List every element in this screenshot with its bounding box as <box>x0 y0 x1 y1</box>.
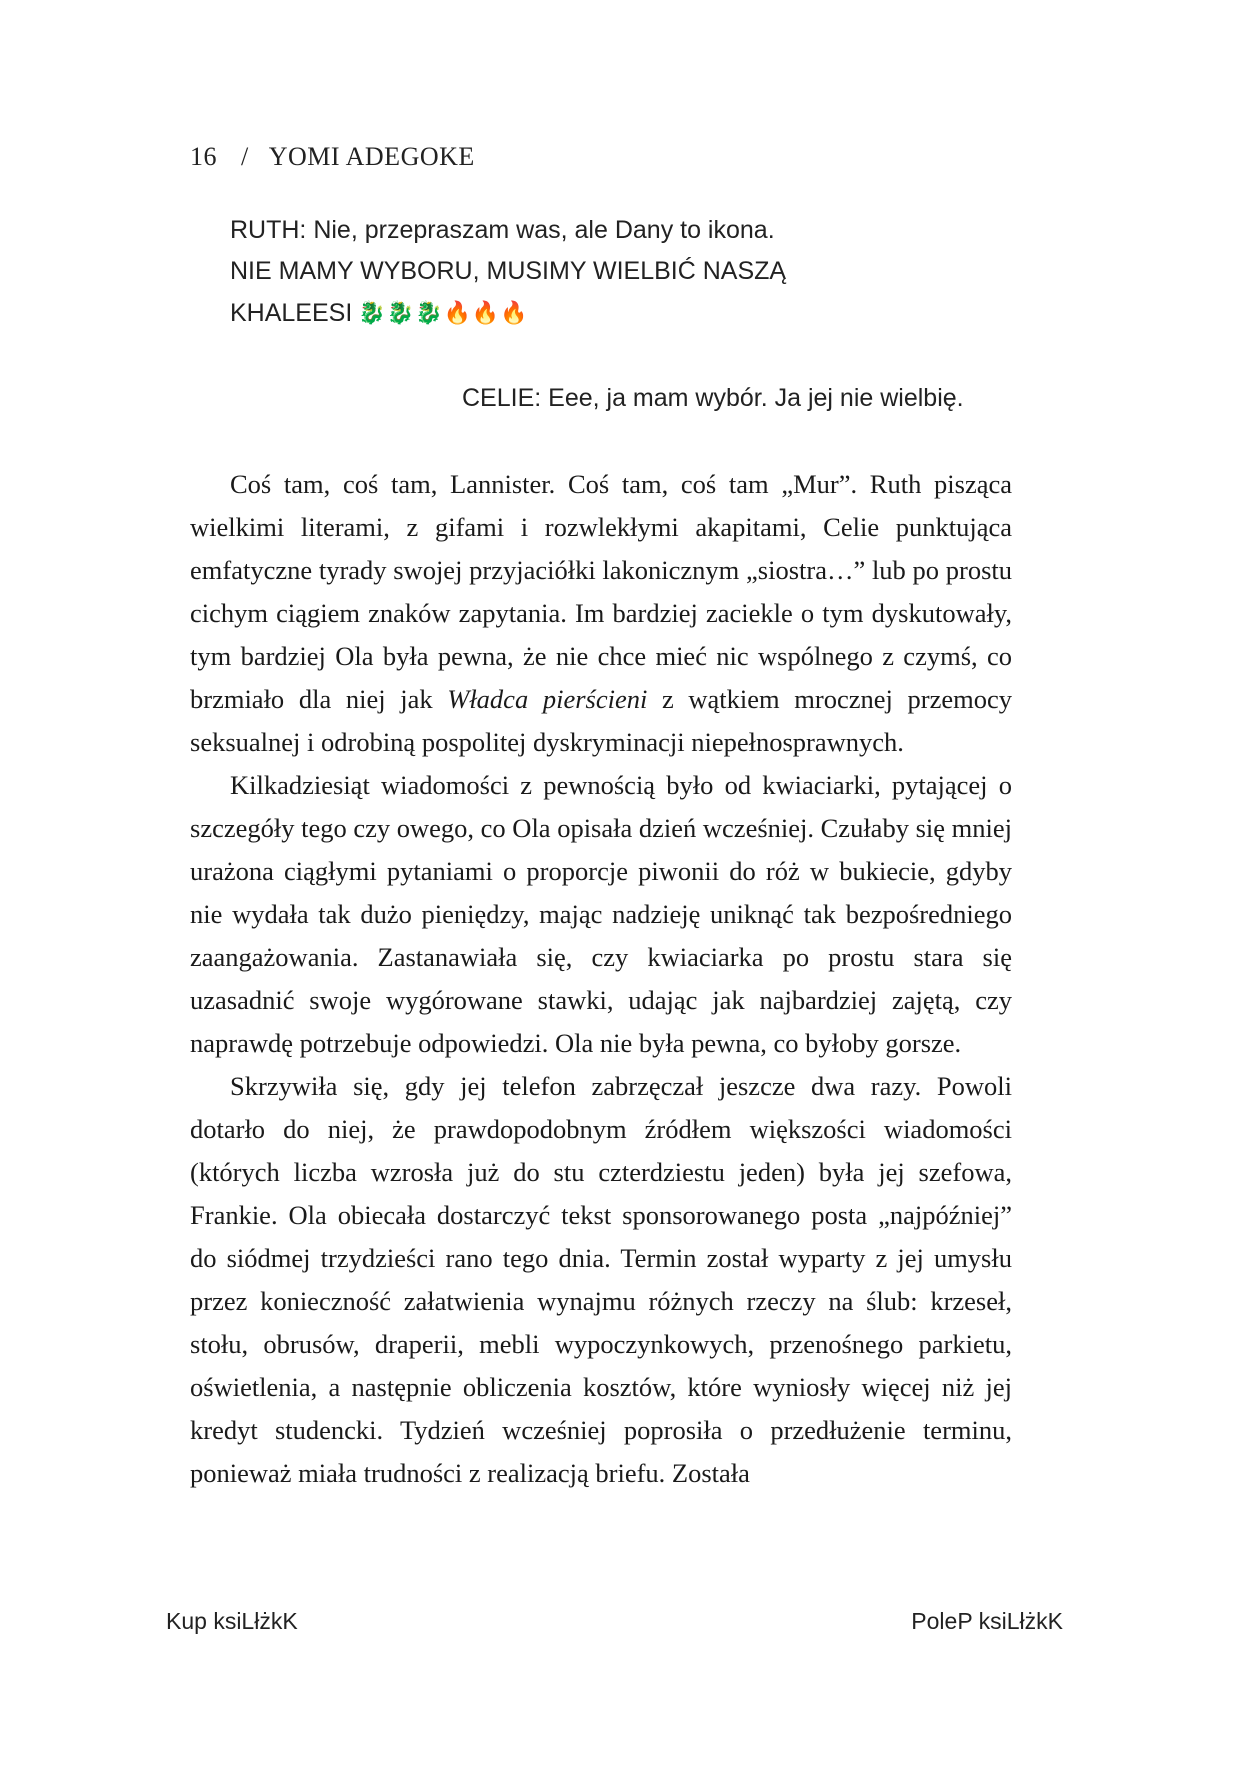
paragraph <box>190 463 1012 764</box>
header-separator: / <box>241 142 249 171</box>
buy-book-link[interactable]: Kup ksiLłżkK <box>166 1608 298 1634</box>
paragraph-text: z wątkiem mrocznej przemocy seksualnej i odrobiną pospolitej dyskryminacji niepełnosprawnych. <box>190 684 1012 757</box>
body-text <box>190 463 1012 1495</box>
paragraph-text: Coś tam, coś tam, Lannister. Coś tam, coś tam „Mur”. Ruth pisząca wielkimi literami, z gifami i rozwlekłymi akapitami, Celie punktująca emfatyczne tyrady swojej przyjaciółki lakonicznym „siostra…” lub po prostu cichym ciągiem znaków zapytania. Im bardziej zaciekle o tym dyskutowały, tym bardziej Ola była pewna, że nie chce mieć nic wspólnego z czymś, co brzmiało dla niej jak <box>190 469 1012 714</box>
author-name: YOMI ADEGOKE <box>268 142 475 171</box>
dragon-fire-emoji-icon: 🐉🐉🐉🔥🔥🔥 <box>358 300 529 325</box>
paragraph: Skrzywiła się, gdy jej telefon zabrzęczał jeszcze dwa razy. Powoli dotarło do niej, że prawdopodobnym źródłem większości wiadomości (których liczba wzrosła już do stu czterdziestu jeden) była jej szefowa, Frankie. Ola obiecała dostarczyć tekst sponsorowanego posta „najpóźniej” do siódmej trzydzieści rano tego dnia. Termin został wyparty z jej umysłu przez konieczność załatwienia wynajmu różnych rzeczy na ślub: krzeseł, stołu, obrusów, draperii, mebli wypoczynkowych, przenośnego parkietu, oświetlenia, a następnie obliczenia kosztów, które wyniosły więcej niż jej kredyt studencki. Tydzień wcześniej poprosiła o przedłużenie terminu, ponieważ miała trudności z realizacją briefu. Została <box>190 1071 1012 1488</box>
book-title: Władca pierścieni <box>447 684 648 714</box>
chat-line <box>230 292 930 334</box>
paragraph: Kilkadziesiąt wiadomości z pewnością było od kwiaciarki, pytającej o szczegóły tego czy owego, co Ola opisała dzień wcześniej. Czułaby się mniej urażona ciągłymi pytaniami o proporcje piwonii do róż w bukiecie, gdyby nie wydała tak dużo pieniędzy, mając nadzieję uniknąć tak bezpośredniego zaangażowania. Zastanawiała się, czy kwiaciarka po prostu stara się uzasadnić swoje wygórowane stawki, udając jak najbardziej zajętą, czy naprawdę potrzebuje odpowiedzi. Ola nie była pewna, co byłoby gorsze. <box>190 770 1012 1058</box>
recommend-book-link[interactable]: PoleP ksiLłżkK <box>911 1608 1063 1634</box>
page-number: 16 <box>190 142 217 171</box>
chat-line: NIE MAMY WYBORU, MUSIMY WIELBIĆ NASZĄ <box>230 257 787 285</box>
chat-message-ruth <box>230 210 930 334</box>
chat-message-celie: CELIE: Eee, ja mam wybór. Ja jej nie wielbię. <box>462 384 964 412</box>
chat-line-text: KHALEESI <box>230 299 353 327</box>
chat-line: RUTH: Nie, przepraszam was, ale Dany to ikona. <box>230 216 775 244</box>
running-head <box>190 142 475 172</box>
